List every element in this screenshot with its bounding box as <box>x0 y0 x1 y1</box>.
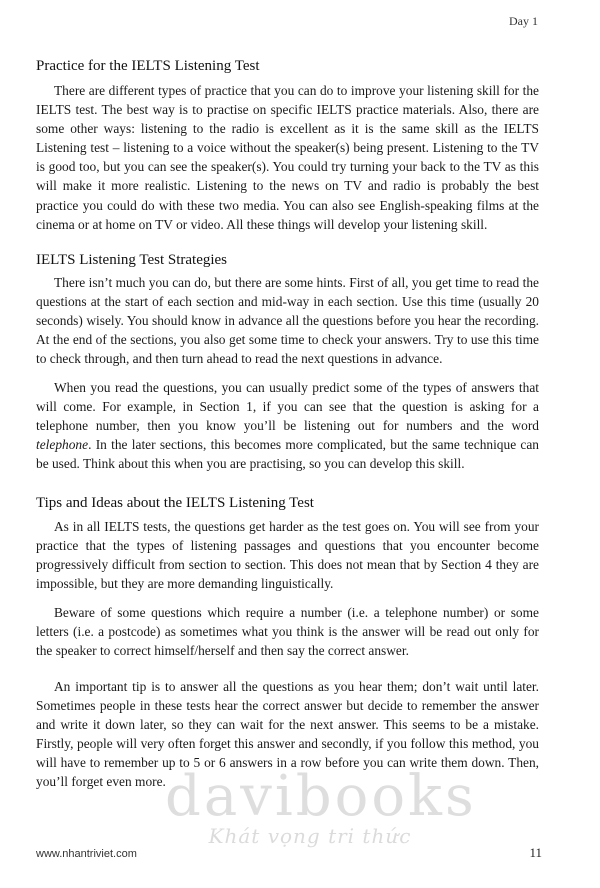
watermark-tagline: Khát vọng tri thức <box>208 824 412 848</box>
paragraph: There are different types of practice that you can do to improve your listening skill for the IELTS test. The best way is to practise on specific IELTS practice materials. Also, there are some other ways: listening to the radio is excellent as it is the same skill as the IELTS Listening test – listening to a voice without the speaker(s) being present. Listening to the TV is good too, but you can see the speaker(s). You could try turning your back to the TV as this will make it more realistic. Listening to the news on TV and radio is probably the best practice you could do with these two media. You can also see English-speaking films at the cinema or at home on TV or video. All these things will develop your listening skill. <box>36 83 539 232</box>
footer-url: www.nhantriviet.com <box>36 848 137 860</box>
section-heading: IELTS Listening Test Strategies <box>36 252 228 268</box>
section-heading: Tips and Ideas about the IELTS Listening Test <box>36 495 314 511</box>
running-header: Day 1 <box>509 14 538 28</box>
section-heading: Practice for the IELTS Listening Test <box>36 58 260 74</box>
watermark-logo: davibooks <box>165 764 477 829</box>
paragraph: An important tip is to answer all the questions as you hear them; don’t wait until later. Sometimes people in these tests hear the correct answer but decide to remember the answer and write it down later, so they can wait for the next answer. This seems to be a mistake. Firstly, people will very often forget this answer and secondly, if you follow this method, you will have to remember up to 5 or 6 answers in a row before you can write them down. Then, you’ll forget even more. <box>36 679 539 790</box>
paragraph: There isn’t much you can do, but there are some hints. First of all, you get time to read the questions at the start of each section and mid-way in each section. Use this time (usually 20 seconds) wisely. You should know in advance all the questions before you hear the recording. At the end of the sections, you also get some time to check your answers. Try to use this time to check through, and then turn ahead to read the next questions in advance. <box>36 275 539 367</box>
paragraph: When you read the questions, you can usually predict some of the types of answers that will come. For example, in Section 1, if you can see that the question is asking for a telephone number, then you know you’ll be listening out for numbers and the word telephone. In the later sections, this becomes more complicated, but the same technique can be used. Think about this when you are practising, so you can develop this skill. <box>36 380 539 472</box>
page-number: 11 <box>529 845 542 860</box>
paragraph: Beware of some questions which require a number (i.e. a telephone number) or some letters (i.e. a postcode) as sometimes what you think is the answer will be read out only for the speaker to correct himself/herself and then say the correct answer. <box>36 605 539 659</box>
paragraph: As in all IELTS tests, the questions get harder as the test goes on. You will see from your practice that the types of listening passages and questions that you encounter become progressively difficult from section to section. This does not mean that by Section 4 they are impossible, but they are more demanding linguistically. <box>36 519 539 592</box>
